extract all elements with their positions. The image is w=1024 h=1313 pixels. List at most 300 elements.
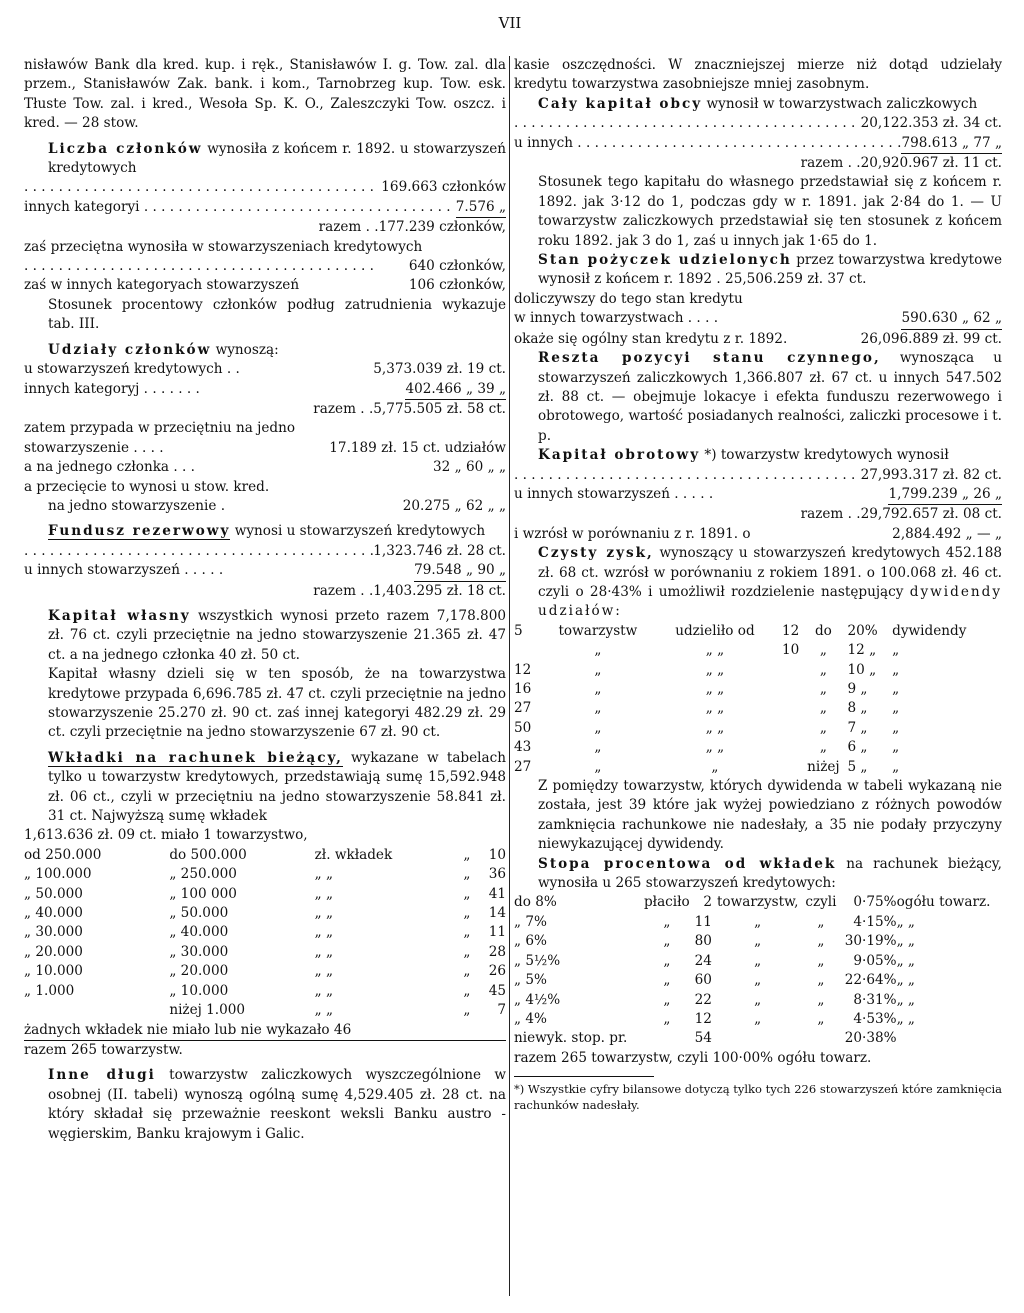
rate-row-cell (897, 1029, 1002, 1048)
shares-credit-value: 5,373.039 zł. 19 ct. (373, 361, 506, 378)
dividend-row-cell (514, 641, 540, 660)
shares-avg-value-4: 20.275 „ 62 „ „ (402, 497, 506, 514)
reserve-total-label: razem . . (313, 582, 374, 599)
working-credit-row (514, 466, 1002, 485)
dividend-row-cell: 12 (782, 622, 800, 639)
rate-row-cell: 20·38% (844, 1030, 897, 1047)
deposit-row-cell: „ 50.000 (24, 885, 83, 902)
dividend-row-cell: towarzystw (558, 622, 638, 639)
deposit-row-cell: 10 (488, 846, 506, 863)
deposits-none: żadnych wkładek nie miało lub nie wykazało 46 (24, 1021, 506, 1041)
paragraph-intro: nisławów Bank dla kred. kup. i ręk., Stanisławów I. g. Tow. zal. dla przem., Stanisławów Zak. bank. i kom., Tarnobrzeg kup. Tow. esk. Tłuste Tow. zal. i kred., Wesoła Sp. K. O., Zaleszczyki Tow. oszcz. i kred. — 28 stow. (24, 57, 506, 132)
deposit-row-cell: „ „ (314, 866, 334, 883)
dividend-row-cell: „ „ (705, 739, 725, 756)
rate-heading: Stopa procentowa od wkładek (538, 855, 837, 872)
profit-word: dywidendy udziałów: (538, 583, 1002, 620)
deposit-row-cell: 26 (488, 963, 506, 980)
loans-add: doliczywszy do tego stan kredytu (514, 290, 743, 307)
rate-row-cell: „ 6% (514, 933, 547, 950)
rate-row (514, 971, 1002, 990)
rate-row-cell: „ (663, 1010, 671, 1027)
loans-paragraph (514, 251, 1002, 290)
rate-row (514, 991, 1002, 1010)
dividend-row-cell: 7 „ (847, 719, 868, 736)
dividend-row-cell: do (814, 622, 832, 639)
right-column (514, 56, 1002, 1113)
dividend-row (514, 622, 1002, 641)
rate-row-cell: „ „ (896, 991, 915, 1008)
rate-row (514, 1010, 1002, 1029)
rate-row-cell: towarzystw, (716, 894, 799, 911)
shares-credit-label: u stowarzyszeń kredytowych . . (24, 361, 240, 378)
shares-avg-row-4 (24, 497, 506, 516)
dividend-row-cell: „ „ (705, 642, 725, 659)
own-capital-split: Kapitał własny dzieli się w ten sposób, że na towarzystwa kredytowe przypada 6,696.785 zł. 47 ct. czyli przeciętnie na jedno stowarzyszenie 25.270 zł. 90 ct. zaś innej kategoryi 482.29 zł. 29 ct. czyli przeciętnie na jedno stowarzyszenie 67 zł. 90 ct. (48, 666, 506, 741)
deposit-row-cell: „ 100.000 (24, 866, 92, 883)
dividend-row-cell: 27 (514, 758, 532, 775)
deposit-row (24, 885, 506, 904)
rate-row-cell: czyli (805, 894, 837, 911)
shares-avg-value-2: 32 „ 60 „ „ (432, 459, 506, 476)
shares-avg-label-2: a na jednego członka . . . (24, 459, 195, 476)
shares-other-row (24, 380, 506, 400)
members-total-row (24, 218, 506, 237)
other-debts-paragraph (24, 1066, 506, 1144)
reserve-other-row (24, 561, 506, 581)
rate-row-cell: 22 (694, 991, 712, 1008)
rate-row-cell: 80 (694, 933, 712, 950)
members-avg-other-row (24, 276, 506, 295)
dividend-row-cell (774, 719, 800, 738)
working-other-row (514, 485, 1002, 505)
ratio-paragraph: Stosunek tego kapitału do własnego przedstawiał się z końcem r. 1892. jak 3·12 do 1, podczas gdy w r. 1891. jak 2·84 do 1. — U towarzystw zaliczkowych przedstawiał się ten stosunek z końcem roku 1892. jak 3 do 1, zaś u innych jak 1·65 do 1. (538, 174, 1002, 249)
foreign-total-value: 20,920.967 zł. 11 ct. (860, 155, 1002, 172)
deposit-row-cell: 28 (488, 943, 506, 960)
deposit-row-cell: „ 1.000 (24, 982, 75, 999)
deposit-row-cell: niżej 1.000 (169, 1002, 246, 1019)
dividend-row-cell: „ (594, 739, 602, 756)
shares-avg-intro: zatem przypada w przeciętniu na jedno (24, 420, 296, 437)
dividend-row (514, 738, 1002, 757)
reserve-other-value: 79.548 „ 90 „ (414, 561, 506, 581)
own-capital-heading: Kapitał własny (48, 607, 191, 624)
rate-row-cell: do 8% (514, 894, 557, 911)
dividend-row-cell: „ „ (705, 661, 725, 678)
working-capital-mark: *) (700, 447, 717, 464)
members-avg-other-value: 106 członków, (408, 277, 506, 294)
rate-row-cell: „ (754, 991, 762, 1008)
rate-row-cell: „ (754, 933, 762, 950)
deposit-row-cell: „ „ (314, 943, 334, 960)
shares-avg-line-3: a przecięcie to wynosi u stow. kred. (24, 478, 270, 495)
rate-row (514, 932, 1002, 951)
members-total-label: razem . . (318, 219, 379, 236)
dividend-row-cell: 10 „ (847, 661, 877, 678)
deposit-row (24, 904, 506, 923)
dividend-row (514, 661, 1002, 680)
shares-credit-row (24, 360, 506, 379)
rate-row-cell: „ 7% (514, 913, 547, 930)
shares-other-value: 402.466 „ 39 „ (405, 380, 506, 400)
deposit-row-cell: „ 10.000 (24, 963, 83, 980)
members-total-value: 177.239 członków, (378, 219, 506, 236)
rate-row-cell: „ 5½% (514, 952, 561, 969)
reserve-total-value: 1,403.295 zł. 18 ct. (373, 582, 506, 599)
deposit-row-cell: „ 250.000 (169, 866, 237, 883)
rate-row-cell: 24 (694, 952, 712, 969)
dividend-row-cell: niżej (807, 758, 840, 775)
dividend-row-cell: 50 (514, 719, 532, 736)
loans-total-label: okaże się ogólny stan kredytu z r. 1892. (514, 330, 788, 347)
dividend-row-cell: „ (892, 739, 900, 756)
rate-row-cell: „ (663, 933, 671, 950)
deposit-row (24, 962, 506, 981)
reserve-credit-row (24, 542, 506, 561)
profit-heading: Czysty zysk, (538, 545, 654, 562)
deposit-row (24, 943, 506, 962)
footnote: *) Wszystkie cyfry bilansowe dotyczą tylko tych 226 stowarzyszeń które zamknięcia rachunków nadesłały. (514, 1082, 1002, 1113)
dividend-row-cell: „ „ (705, 719, 725, 736)
foreign-capital-text: wynosił w towarzystwach zaliczkowych (702, 95, 978, 112)
dividend-row-cell: „ (594, 719, 602, 736)
deposit-row (24, 865, 506, 884)
rate-row-cell: 54 (694, 1030, 712, 1047)
deposit-row (24, 982, 506, 1001)
rate-row-cell: „ 4½% (514, 991, 561, 1008)
reserve-credit-value: 1,323.746 zł. 28 ct. (373, 542, 506, 559)
shares-avg-row-2 (24, 458, 506, 477)
dividend-row-cell: „ (819, 681, 827, 697)
other-debts-text: towarzystw zaliczkowych wyszczególnione w osobnej (II. tabeli) wynoszą ogólną sumę 4,529.405 zł. 28 ct. na który składał się przeważnie reeskont weksli Banku austro - węgierskim, Banku krajowym i Galic. (48, 1067, 506, 1142)
rate-table (514, 893, 1002, 1048)
dividend-row-cell: „ (819, 719, 827, 736)
dividend-row-cell: „ (594, 681, 602, 697)
deposit-row-cell: od 250.000 (24, 846, 102, 863)
members-avg-credit-row (24, 257, 506, 276)
dividend-row-cell: 27 (514, 700, 532, 717)
working-credit-value: 27,993.317 zł. 82 ct. (860, 466, 1002, 483)
rate-text: na rachunek bieżący, wynosiła u 265 stowarzyszeń kredytowych: (538, 855, 1002, 892)
no-dividend-paragraph: Z pomiędzy towarzystw, których dywidenda w tabeli wykazaną nie została, jest 39 które jak wyżej powiedziano z różnych powodów zamknięcia rachunkowe nie nadesłały, a 35 nie podały przyczyny niewykazującej dywidendy. (538, 778, 1002, 853)
foreign-other-value: 798.613 „ 77 „ (901, 134, 1002, 154)
reserve-text: wynosi u stowarzyszeń kredytowych (230, 523, 486, 540)
rate-row-cell: 4·15% (853, 913, 897, 930)
rate-row-cell: „ (754, 913, 762, 930)
deposit-row-cell: „ 30.000 (169, 943, 229, 960)
rate-row (514, 952, 1002, 971)
deposit-row-cell: „ (463, 905, 471, 922)
rate-total: razem 265 towarzystw, czyli 100·00% ogółu towarz. (514, 1049, 872, 1066)
own-capital-text: wszystkich wynosi przeto razem 7,178.800 zł. 76 ct. czyli przeciętnie na jedno stowarzyszenie 21.365 zł. 47 ct. a na jednego członka 40 zł. 50 ct. (48, 607, 506, 663)
rate-row-cell: „ „ (896, 1010, 915, 1027)
members-avg-credit-value: 640 członków, (408, 258, 506, 275)
reserve-other-label: u innych stowarzyszeń . . . . . (24, 562, 224, 579)
rate-row-cell: „ (663, 952, 671, 969)
dividend-row-cell (774, 661, 800, 680)
rate-row-cell: „ 5% (514, 972, 547, 989)
shares-avg-label-4: na jedno stowarzyszenie . (48, 497, 226, 514)
rate-row-cell: „ (663, 972, 671, 989)
foreign-other-row (514, 134, 1002, 154)
rate-row-cell: 0·75% (853, 894, 897, 911)
dividend-row-cell: „ (819, 700, 827, 717)
other-debts-heading: Inne długi (48, 1067, 156, 1084)
members-credit-row (24, 178, 506, 197)
loans-other-label: w innych towarzystwach . . . . (514, 310, 719, 327)
deposit-row-cell: „ 10.000 (169, 982, 229, 999)
members-heading: Liczba członków (48, 140, 203, 157)
page-number: VII (498, 14, 522, 32)
working-growth-value: 2,884.492 „ — „ (892, 525, 1002, 542)
deposit-row (24, 1001, 506, 1020)
rate-row-cell: „ „ (896, 952, 915, 969)
rate-row-cell: 11 (694, 913, 712, 930)
rate-row-cell (712, 1029, 803, 1048)
dividend-row-cell: udzieliło od (675, 622, 755, 639)
deposit-row-cell: „ 100 000 (169, 885, 237, 902)
foreign-total-row (514, 154, 1002, 173)
deposits-total: razem 265 towarzystw. (24, 1041, 183, 1058)
deposit-row-cell: „ 40.000 (169, 924, 229, 941)
rate-row-cell: 2 (703, 894, 712, 911)
loans-other-row (514, 309, 1002, 329)
shares-total-label: razem . . (313, 400, 374, 417)
deposits-max: 1,613.636 zł. 09 ct. miało 1 towarzystwo, (24, 827, 308, 844)
shares-other-label: innych kategoryj . . . . . . . (24, 380, 200, 397)
dividend-row (514, 699, 1002, 718)
rate-paragraph (514, 855, 1002, 894)
rate-row-cell: ogółu towarz. (896, 894, 991, 911)
deposits-heading: Wkładki na rachunek bieżący, (48, 749, 343, 766)
rate-row-cell: „ (754, 1010, 762, 1027)
deposit-row-cell: zł. wkładek (314, 846, 393, 863)
dividend-row-cell (774, 680, 800, 699)
deposit-row-cell: 11 (488, 924, 506, 941)
rate-row-cell: 8·31% (853, 991, 897, 1008)
rate-row-cell: „ (817, 913, 825, 930)
rate-row-cell: niewyk. stop. pr. (514, 1030, 628, 1047)
dividend-row-cell: 9 „ (847, 681, 868, 697)
rest-paragraph (514, 349, 1002, 446)
deposit-row-cell: „ (463, 846, 471, 863)
rate-row-cell (641, 1029, 692, 1048)
rate-row (514, 1029, 1002, 1048)
rate-row-cell: 22·64% (844, 972, 897, 989)
rate-row-cell: „ (754, 952, 762, 969)
rate-row-cell: płaciło (643, 894, 690, 911)
members-text: wynosiła z końcem r. 1892. u stowarzyszeń kredytowych (48, 140, 506, 177)
shares-text: wynoszą: (211, 341, 279, 358)
dividend-row-cell: „ (819, 661, 827, 678)
rate-row-cell: 30·19% (844, 933, 897, 950)
deposit-row (24, 846, 506, 865)
working-total-row (514, 505, 1002, 524)
shares-paragraph (24, 341, 506, 360)
deposit-row-cell: „ (463, 943, 471, 960)
foreign-total-label: razem . . (800, 155, 861, 172)
foreign-capital-heading: Cały kapitał obcy (538, 95, 703, 112)
rate-row-cell: 60 (694, 972, 712, 989)
shares-avg-value-1: 17.189 zł. 15 ct. udziałów (329, 439, 506, 456)
members-avg-other-label: zaś w innych kategoryach stowarzyszeń (24, 277, 300, 294)
dividend-row-cell (774, 699, 800, 718)
dividend-table (514, 622, 1002, 777)
rate-row-cell: 9·05% (853, 952, 897, 969)
deposits-text: wykazane w tabelach tylko u towarzystw kredytowych, przedstawiają sumę 15,592.948 zł. 06 ct., czyli w przeciętniu na jedno stowarzyszenie 58.841 zł. 31 ct. Najwyższą sumę wkładek (48, 749, 506, 825)
column-divider (509, 56, 510, 1296)
deposit-row-cell: „ 20.000 (24, 943, 83, 960)
members-credit-value: 169.663 członków (381, 179, 506, 196)
dividend-row-cell: „ (594, 700, 602, 717)
dividend-row (514, 719, 1002, 738)
loans-total-value: 26,096.889 zł. 99 ct. (860, 330, 1002, 347)
shares-avg-label-1: stowarzyszenie . . . . (24, 439, 164, 456)
dividend-row-cell: „ (892, 642, 900, 659)
deposit-row-cell: „ (463, 982, 471, 999)
dividend-row-cell: dywidendy (892, 622, 967, 639)
dividend-row-cell: 10 (782, 642, 800, 659)
dividend-row-cell: 8 „ (847, 700, 868, 717)
dividend-row-cell: „ (892, 700, 900, 717)
deposit-row-cell: „ „ (314, 885, 334, 902)
deposit-row-cell: „ „ (314, 1002, 334, 1019)
working-total-label: razem . . (800, 506, 861, 523)
rest-text: wynosząca u stowarzyszeń zaliczkowych 1,366.807 zł. 67 ct. u innych 547.502 zł. 88 ct. — obejmuje lokacye i efekta funduszu rezerwowego i obrotowego, wartość posiadanych realności, zaliczki procesowe i t. p. (538, 350, 1002, 444)
dividend-row-cell: 5 (514, 622, 523, 639)
dividend-row-cell: „ (892, 661, 900, 678)
rate-row-cell: „ (817, 952, 825, 969)
shares-heading: Udziały członków (48, 341, 212, 358)
dividend-row (514, 680, 1002, 699)
rate-row-cell: „ (663, 913, 671, 930)
dividend-row-cell (774, 738, 800, 757)
footnote-rule (514, 1076, 654, 1077)
reserve-heading: Fundusz rezerwowy (48, 523, 231, 540)
rate-row-cell: „ „ (896, 913, 915, 930)
members-paragraph (24, 140, 506, 179)
members-other-row (24, 198, 506, 218)
dividend-row-cell: „ (819, 739, 827, 756)
dividend-row-cell: 20% (847, 622, 878, 639)
rate-row-cell: „ (817, 1010, 825, 1027)
deposit-row-cell: 36 (488, 866, 506, 883)
loans-heading: Stan pożyczek udzielonych (538, 252, 792, 269)
loans-total-row (514, 330, 1002, 349)
deposit-row-cell: „ „ (314, 924, 334, 941)
rate-row-cell: „ „ (896, 972, 915, 989)
deposit-row-cell: „ (463, 963, 471, 980)
percent-paragraph: Stosunek procentowy członków podług zatrudnienia wykazuje tab. III. (48, 296, 506, 333)
dividend-row-cell: 43 (514, 739, 532, 756)
rate-row-cell: „ (817, 991, 825, 1008)
deposits-table (24, 846, 506, 1021)
rest-heading: Reszta pozycyi stanu czynnego, (538, 350, 881, 367)
loans-value: 25,506.259 zł. 37 ct. (725, 271, 867, 288)
deposit-row-cell: „ 30.000 (24, 924, 83, 941)
rate-row-cell: 4·53% (853, 1010, 897, 1027)
foreign-capital-paragraph (514, 95, 1002, 114)
working-other-value: 1,799.239 „ 26 „ (888, 485, 1002, 505)
dividend-row-cell: „ „ (705, 700, 725, 717)
deposit-row-cell: „ 20.000 (169, 963, 229, 980)
shares-avg-row-1 (24, 439, 506, 458)
rate-row-cell: „ 4% (514, 1010, 547, 1027)
rate-row-cell: „ (663, 991, 671, 1008)
deposit-row-cell: „ „ (314, 963, 334, 980)
rate-row (514, 913, 1002, 932)
dividend-row (514, 641, 1002, 660)
members-avg-intro: zaś przeciętna wynosiła w stowarzyszeniach kredytowych (24, 238, 423, 255)
working-growth-label: i wzrósł w porównaniu z r. 1891. o (514, 525, 751, 542)
members-other-label: innych kategoryi . . . (24, 198, 456, 218)
dividend-row-cell: „ „ (705, 681, 725, 697)
dividend-row-cell: 16 (514, 681, 532, 697)
dividend-row (514, 758, 1002, 777)
deposit-row-cell: „ (463, 924, 471, 941)
dividend-row-cell: „ (819, 642, 827, 659)
dividend-row-cell: „ (892, 758, 900, 775)
working-total-value: 29,792.657 zł. 08 ct. (860, 506, 1002, 523)
members-other-value: 7.576 „ (456, 198, 506, 218)
dividend-row-cell: „ (892, 719, 900, 736)
rate-row-cell: 12 (694, 1010, 712, 1027)
working-capital-paragraph (514, 446, 1002, 465)
deposit-row-cell: 45 (488, 982, 506, 999)
shares-total-value: 5,775.505 zł. 58 ct. (373, 400, 506, 417)
shares-total-row (24, 400, 506, 419)
deposit-row-cell: „ (463, 866, 471, 883)
dividend-row-cell: „ (892, 681, 900, 697)
working-capital-heading: Kapitał obrotowy (538, 447, 701, 464)
reserve-paragraph (24, 522, 506, 541)
deposit-row-cell: „ 40.000 (24, 905, 83, 922)
working-growth-row (514, 525, 1002, 544)
rate-row-cell: „ „ (896, 933, 915, 950)
deposit-row-cell: „ (463, 885, 471, 902)
deposit-row-cell: 41 (488, 885, 506, 902)
loans-text: przez towarzystwa kredytowe wynosił z końcem r. 1892 . (538, 252, 1002, 288)
deposit-row-cell: „ „ (314, 905, 334, 922)
own-capital-paragraph (24, 607, 506, 665)
dividend-row-cell: „ (594, 758, 602, 775)
deposit-row-cell: 7 (497, 1002, 506, 1019)
deposit-row-cell: „ (463, 1002, 471, 1019)
rate-row-cell: „ (817, 933, 825, 950)
foreign-credit-value: 20,122.353 zł. 34 ct. (860, 115, 1002, 132)
deposits-none-row (24, 1021, 506, 1041)
working-capital-text: towarzystw kredytowych wynosił (716, 447, 949, 464)
loans-other-value: 590.630 „ 62 „ (901, 309, 1002, 329)
deposit-row-cell: do 500.000 (169, 846, 247, 863)
right-intro: kasie oszczędności. W znaczniejszej mierze niż dotąd udzielały kredytu towarzystwa zasobniejsze mniej zasobnym. (514, 57, 1002, 93)
deposit-row (24, 923, 506, 942)
dividend-row-cell: 6 „ (847, 739, 868, 756)
working-other-label: u innych stowarzyszeń . . . . . (514, 485, 714, 502)
dividend-row-cell (774, 758, 800, 777)
rate-row-cell: „ (754, 972, 762, 989)
dividend-row-cell: „ (711, 758, 719, 775)
dividend-row-cell: 12 „ (847, 642, 877, 659)
dividend-row-cell: „ (594, 642, 602, 659)
deposit-row-cell: „ „ (314, 982, 334, 999)
rate-row (514, 893, 1002, 912)
profit-paragraph (514, 544, 1002, 622)
left-column (24, 56, 506, 1144)
profit-text: wynoszący u stowarzyszeń kredytowych 452.188 zł. 68 ct. wzrósł w porównaniu z rokiem 1891. o 100.068 zł. 46 ct. czyli o 28·43% i umożliwił rozdzielenie następujący (538, 545, 1002, 600)
deposits-paragraph (24, 749, 506, 827)
foreign-other-label: u innych . . . (514, 134, 901, 154)
dividend-row-cell: „ (594, 661, 602, 678)
